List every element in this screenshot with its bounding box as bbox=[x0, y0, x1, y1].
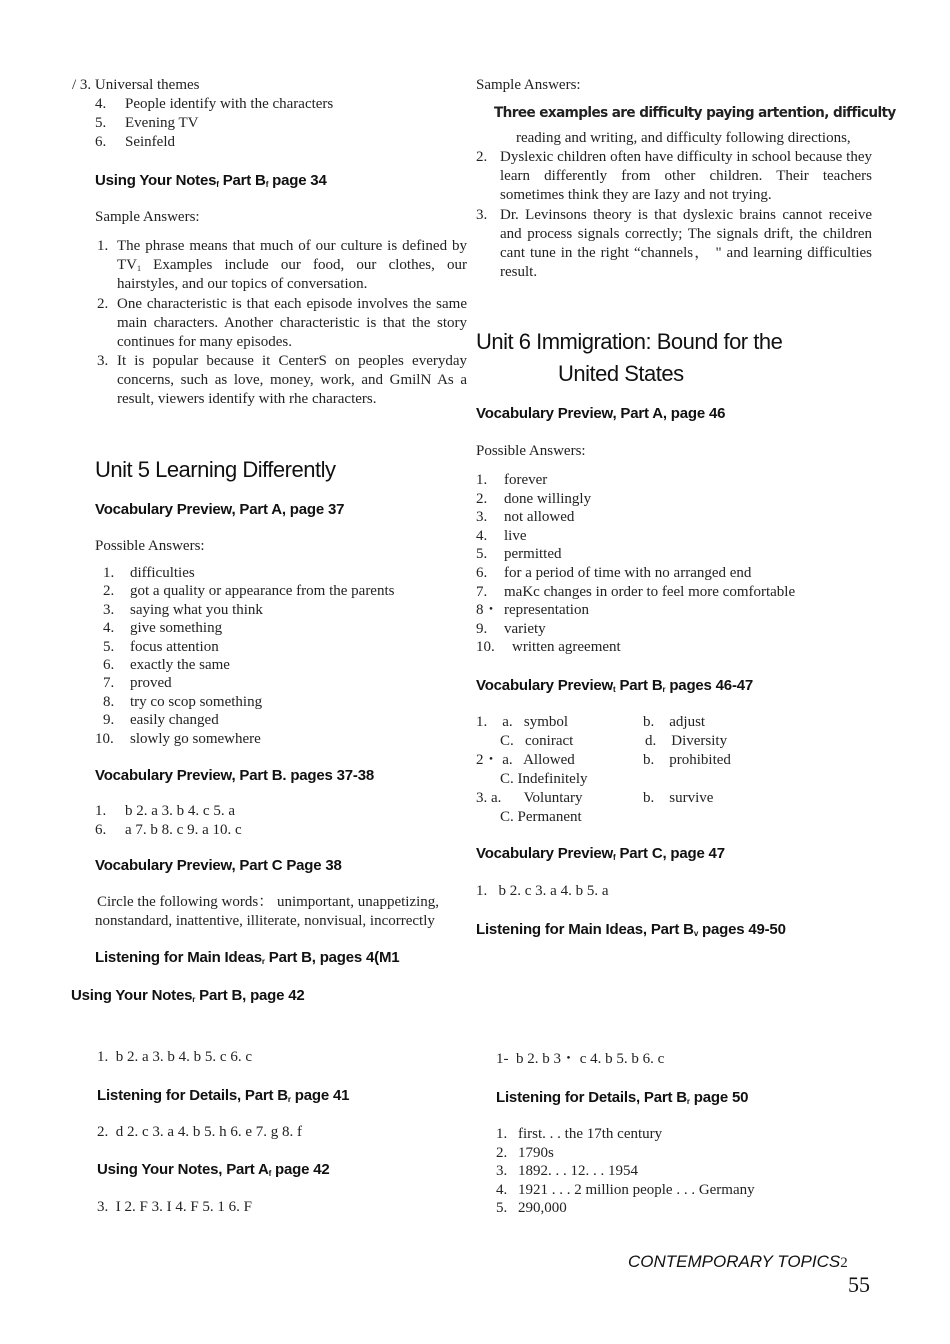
list-text: 1892. . . 12. . . 1954 bbox=[518, 1163, 638, 1180]
vocab-b-grid bbox=[476, 713, 872, 828]
list-text: permitted bbox=[504, 546, 562, 563]
list-number: 7. bbox=[103, 675, 115, 692]
list-text: a 7. b 8. c 9. a 10. c bbox=[125, 822, 242, 838]
list-number: 1. bbox=[97, 238, 109, 254]
list-item bbox=[95, 295, 467, 352]
heading-text: pages 46-47 bbox=[665, 677, 754, 694]
section-heading-vocab-c: Vocabulary Preview, Part C Page 38 bbox=[95, 857, 342, 874]
list-number: 10. bbox=[476, 639, 495, 656]
list-number: 4. bbox=[103, 620, 115, 637]
list-number: 5. bbox=[476, 546, 488, 563]
heading-text: Using Your Notes bbox=[71, 987, 193, 1004]
list-number: 8. bbox=[103, 693, 115, 710]
list-number: 5. bbox=[103, 638, 115, 655]
list-text: representation bbox=[504, 602, 589, 619]
answer-line: 1. b 2. c 3. a 4. b 5. a bbox=[476, 883, 609, 899]
section-heading-vocab-b bbox=[476, 676, 753, 695]
vocab-b-cell: b. survive bbox=[643, 790, 714, 806]
list-sub: 1 bbox=[137, 264, 141, 273]
heading-sub: r bbox=[662, 685, 666, 694]
list-item bbox=[476, 206, 872, 282]
list-text: Evening TV bbox=[125, 115, 199, 131]
list-text bbox=[117, 237, 467, 294]
section-heading-main-ideas-b bbox=[95, 948, 399, 967]
list-text: Dyslexic children often have difficulty in school because they learn differently from other children. Their teachers sometimes think they are Iazy and not trying. bbox=[500, 149, 872, 203]
list-number: 4. bbox=[496, 1181, 508, 1198]
list-text: saying what you think bbox=[130, 601, 263, 618]
vocab-b-cell: 3. a. Voluntary bbox=[476, 790, 583, 806]
heading-sub: r bbox=[192, 995, 196, 1004]
heading-text: Using Your Notes, Part A bbox=[97, 1161, 269, 1178]
list-text: first. . . the 17th century bbox=[518, 1126, 663, 1142]
list-number: 2. bbox=[97, 296, 109, 312]
details-list bbox=[496, 1125, 872, 1220]
heading-sub: r bbox=[287, 1095, 291, 1104]
vocab-c-text: Circle the following words： unimportant, unappetizing, nonstandard, inattentive, illiterate, nonvisual, incorrectly bbox=[95, 894, 440, 929]
list-text: focus attention bbox=[130, 638, 219, 655]
list-number: 1. bbox=[103, 565, 115, 581]
list-number: 8・ bbox=[476, 602, 499, 619]
answer-line: 1- b 2. b 3・ c 4. b 5. b 6. c bbox=[496, 1051, 665, 1067]
list-number: 5. bbox=[496, 1200, 508, 1217]
vocab-b-cell: 2・ a. Allowed bbox=[476, 752, 575, 768]
heading-text: page 41 bbox=[290, 1087, 350, 1104]
list-text: slowly go somewhere bbox=[130, 730, 261, 747]
list-text: 290,000 bbox=[518, 1200, 567, 1217]
list-text: maKc changes in order to feel more comfortable bbox=[504, 583, 796, 600]
list-text: got a quality or appearance from the parents bbox=[130, 583, 395, 600]
vocab-b-cell: C. Permanent bbox=[500, 809, 582, 825]
list-number: 3. bbox=[496, 1163, 508, 1180]
list-item bbox=[72, 76, 199, 95]
list-number: 3. bbox=[476, 509, 488, 526]
heading-sub: f bbox=[216, 180, 219, 189]
list-number: 3. bbox=[97, 353, 109, 369]
list-number: 10. bbox=[95, 730, 114, 747]
handwritten-line: Three examples are difficulty paying artention, difficulty bbox=[494, 105, 896, 121]
heading-text: page 42 bbox=[271, 1161, 330, 1178]
heading-text: Part C, page 47 bbox=[615, 845, 725, 862]
section-heading-details-b bbox=[97, 1086, 349, 1105]
vocab-b-cell: C. coniract bbox=[500, 733, 574, 749]
heading-text: Part B bbox=[615, 677, 663, 694]
list-text: Seinfeld bbox=[125, 134, 175, 150]
list-text: for a period of time with no arranged end bbox=[504, 565, 752, 581]
unit-5-title: Unit 5 Learning Differently bbox=[95, 457, 336, 482]
vocab-b-cell: b. adjust bbox=[643, 714, 706, 730]
unit-6-title: Unit 6 Immigration: Bound for the bbox=[476, 329, 783, 354]
list-text: b 2. a 3. b 4. c 5. a bbox=[125, 803, 235, 819]
section-heading-vocab-c bbox=[476, 844, 725, 863]
list-text-part: Examples include our food, our clothes, our hairstyles, and our topics of conversation. bbox=[117, 257, 467, 292]
heading-text: Listening for Main Ideas bbox=[95, 949, 262, 966]
list-number: 3. bbox=[476, 207, 488, 223]
section-heading-main-ideas-b bbox=[476, 920, 786, 939]
list-text: forever bbox=[504, 472, 548, 488]
heading-sub: r bbox=[686, 1097, 690, 1106]
heading-sub: v bbox=[693, 929, 699, 938]
section-heading-notes-b2 bbox=[71, 986, 305, 1005]
list-text: proved bbox=[130, 675, 172, 692]
heading-text: pages 49-50 bbox=[698, 921, 786, 938]
list-text: live bbox=[504, 527, 527, 544]
list-text: People identify with the characters bbox=[125, 96, 334, 112]
list-text: Universal themes bbox=[94, 77, 200, 93]
list-number: 3. bbox=[103, 601, 115, 618]
heading-text: page 50 bbox=[689, 1089, 749, 1106]
list-text: not allowed bbox=[504, 509, 575, 526]
list-item bbox=[95, 237, 467, 294]
sample-answers-label: Sample Answers: bbox=[476, 77, 581, 93]
vocab-b-cell: b. prohibited bbox=[643, 752, 731, 768]
list-text: exactly the same bbox=[130, 657, 230, 673]
heading-sub: f bbox=[268, 1169, 272, 1178]
answer-line: 1. b 2. a 3. b 4. b 5. c 6. c bbox=[97, 1049, 252, 1065]
list-text: written agreement bbox=[512, 639, 621, 656]
list-text: One characteristic is that each episode involves the same main characters. Another characteristic is that the story continues for many episodes. bbox=[117, 296, 467, 350]
list-number: 4. bbox=[95, 96, 107, 112]
list-text: try co scop something bbox=[130, 693, 263, 710]
heading-sub: t bbox=[613, 685, 616, 694]
list-text: difficulties bbox=[130, 565, 195, 581]
section-heading-notes-a bbox=[97, 1160, 330, 1179]
heading-text: Listening for Details, Part B bbox=[496, 1089, 687, 1106]
heading-text: Listening for Details, Part B bbox=[97, 1087, 288, 1104]
heading-text: Part B, pages 4(M1 bbox=[264, 949, 400, 966]
heading-sub: r bbox=[261, 957, 265, 966]
footer-volume: 2 bbox=[840, 1255, 848, 1271]
vocab-b-cell: 1. a. symbol bbox=[476, 714, 569, 730]
list-number: 7. bbox=[476, 583, 488, 600]
list-number: 2. bbox=[496, 1144, 508, 1161]
list-item bbox=[476, 148, 872, 205]
list-number: 5. bbox=[95, 115, 107, 131]
section-heading-vocab-b: Vocabulary Preview, Part B. pages 37-38 bbox=[95, 767, 375, 784]
list-text: done willingly bbox=[504, 490, 592, 507]
heading-sub: f bbox=[613, 853, 616, 862]
heading-text: Vocabulary Preview bbox=[476, 845, 614, 862]
possible-answers-label: Possible Answers: bbox=[476, 443, 586, 459]
heading-sub: f bbox=[265, 180, 269, 189]
list-number: 2. bbox=[103, 583, 115, 600]
list-number: 6. bbox=[95, 134, 107, 150]
answer-line: 3. I 2. F 3. I 4. F 5. 1 6. F bbox=[97, 1199, 253, 1215]
list-continuation: reading and writing, and difficulty following directions, bbox=[516, 130, 851, 146]
heading-text: Using Your Notes bbox=[95, 172, 217, 189]
list-text: It is popular because it CenterS on peoples everyday concerns, such as love, money, work, and GmilN As a result, viewers identify with rhe characters. bbox=[117, 353, 467, 407]
list-number: 9. bbox=[103, 712, 115, 729]
vocab-b-cell: C. Indefinitely bbox=[500, 771, 588, 787]
list-number: 6. bbox=[476, 565, 488, 581]
section-heading-details-b bbox=[496, 1088, 748, 1107]
list-number: 2. bbox=[476, 149, 488, 165]
list-item bbox=[95, 352, 467, 409]
heading-text: Part B bbox=[218, 172, 266, 189]
vocab-b-cell: d. Diversity bbox=[645, 733, 728, 749]
list-number: 4. bbox=[476, 527, 488, 544]
list-text-part: The phrase means that much of our culture is defined by TV bbox=[117, 238, 467, 273]
list-text: variety bbox=[504, 620, 546, 637]
list-text: Dr. Levinsons theory is that dyslexic brains cannot receive and process signals correctly; The signals drift, the children cant tune in the right “channels， " and learning difficulties result. bbox=[500, 207, 872, 280]
sample-answers-label: Sample Answers: bbox=[95, 209, 200, 225]
heading-text: page 34 bbox=[268, 172, 327, 189]
list-number: 6. bbox=[103, 657, 115, 673]
list-text: give something bbox=[130, 620, 223, 637]
footer-book-title: CONTEMPORARY TOPICS bbox=[628, 1252, 841, 1271]
vocab-a-list bbox=[476, 471, 872, 661]
list-text: 1790s bbox=[518, 1144, 554, 1161]
answer-line: 2. d 2. c 3. a 4. b 5. h 6. e 7. g 8. f bbox=[97, 1124, 302, 1140]
list-number: 1. bbox=[95, 803, 107, 819]
list-text: easily changed bbox=[130, 712, 219, 729]
list-number: 1. bbox=[476, 472, 488, 488]
heading-text: Part B, page 42 bbox=[195, 987, 305, 1004]
vocab-a-list bbox=[95, 564, 467, 754]
list-number: 2. bbox=[476, 490, 488, 507]
page-footer bbox=[628, 1252, 848, 1273]
section-heading-notes-b bbox=[95, 171, 327, 190]
list-number: 9. bbox=[476, 620, 488, 637]
heading-text: Vocabulary Preview bbox=[476, 677, 614, 694]
possible-answers-label: Possible Answers: bbox=[95, 538, 205, 554]
unit-6-title-line-2: United States bbox=[558, 361, 684, 386]
page-number: 55 bbox=[848, 1272, 870, 1297]
list-number: 1. bbox=[496, 1126, 508, 1142]
section-heading-vocab-a: Vocabulary Preview, Part A, page 37 bbox=[95, 501, 345, 518]
section-heading-vocab-a: Vocabulary Preview, Part A, page 46 bbox=[476, 405, 726, 422]
list-number: / 3. bbox=[72, 77, 92, 93]
list-text: 1921 . . . 2 million people . . . Germany bbox=[518, 1181, 755, 1198]
heading-text: Listening for Main Ideas, Part B bbox=[476, 921, 694, 938]
list-number: 6. bbox=[95, 822, 107, 838]
